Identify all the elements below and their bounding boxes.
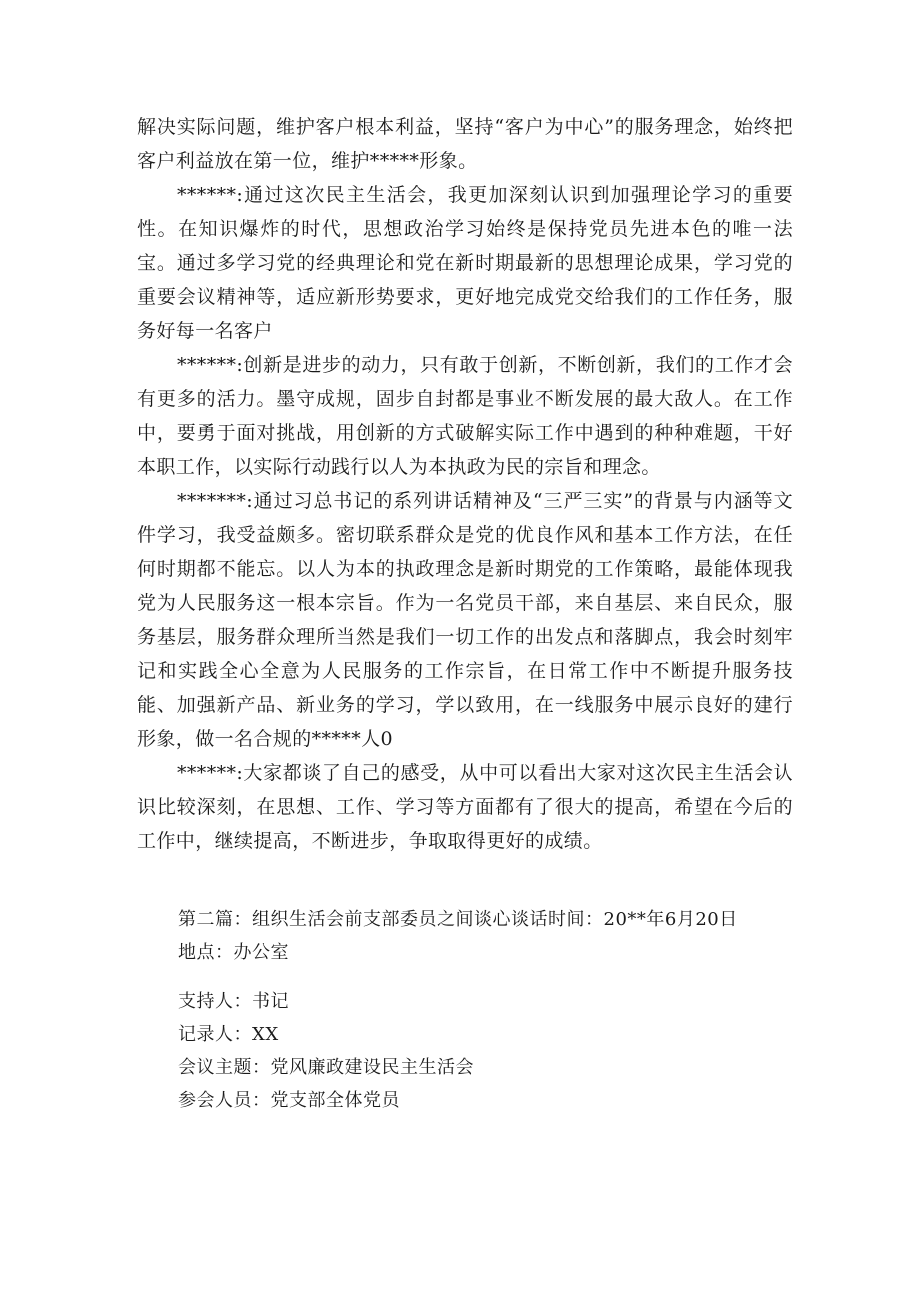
section-two [178, 903, 798, 1117]
meeting-host: 支持人：书记 [178, 991, 289, 1012]
meeting-attendees: 参会人员：党支部全体党员 [178, 1090, 400, 1111]
paragraph-summary: ******:大家都谈了自己的感受，从中可以看出大家对这次民主生活会认识比较深刻，在思想、工作、学习等方面都有了很大的提高，希望在今后的工作中，继续提高，不断进步，争取取得更好的成绩。 [137, 762, 793, 852]
paragraph-speech-study: *******:通过习总书记的系列讲话精神及“三严三实”的背景与内涵等文件学习，我受益颇多。密切联系群众是党的优良作风和基本工作方法，在任何时期都不能忘。以人为本的执政理念是新时期党的工作策略，最能体现我党为人民服务这一根本宗旨。作为一名党员干部，来自基层、来自民众，服务基层，服务群众理所当然是我们一切工作的出发点和落脚点，我会时刻牢记和实践全心全意为人民服务的工作宗旨，在日常工作中不断提升服务技能、加强新产品、新业务的学习，学以致用，在一线服务中展示良好的建行形象，做一名合规的*****人0 [137, 490, 793, 750]
spacer [178, 969, 798, 985]
meeting-location: 地点：办公室 [178, 942, 289, 963]
meeting-topic: 会议主题：党风廉政建设民主生活会 [178, 1057, 474, 1078]
section-two-title: 第二篇：组织生活会前支部委员之间谈心谈话时间：20**年6月20日 [178, 909, 738, 930]
document-body [137, 110, 793, 858]
paragraph-innovation: ******:创新是进步的动力，只有敢于创新，不断创新，我们的工作才会有更多的活力。墨守成规，固步自封都是事业不断发展的最大敌人。在工作中，要勇于面对挑战，用创新的方式破解实际工作中遇到的种种难题，干好本职工作，以实际行动践行以人为本执政为民的宗旨和理念。 [137, 354, 793, 478]
paragraph-continuation: 解决实际问题，维护客户根本利益，坚持“客户为中心”的服务理念，始终把客户利益放在第一位，维护*****形象。 [137, 116, 793, 172]
meeting-recorder: 记录人：XX [178, 1024, 279, 1045]
paragraph-theory-study: ******:通过这次民主生活会，我更加深刻认识到加强理论学习的重要性。在知识爆炸的时代，思想政治学习始终是保持党员先进本色的唯一法宝。通过多学习党的经典理论和党在新时期最新的思想理论成果，学习党的重要会议精神等，适应新形势要求，更好地完成党交给我们的工作任务，服务好每一名客户 [137, 184, 793, 342]
